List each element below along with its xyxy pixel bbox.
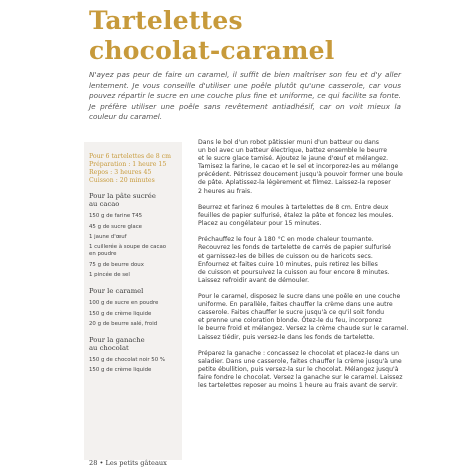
recipe-prep-time: Préparation : 1 heure 15	[89, 161, 167, 168]
step-line: feuilles de papier sulfurisé, étalez la pâte et foncez les moules.	[198, 211, 394, 219]
step-line: Tamisez la farine, le cacao et le sel et incorporez-les au mélange	[198, 163, 399, 171]
ingredient-item	[89, 234, 179, 241]
page-footer: 28 • Les petits gâteaux	[89, 459, 167, 467]
ingredient-item	[89, 213, 179, 220]
ingredient-item	[89, 321, 179, 328]
step-line: Pour le caramel, disposez le sucre dans une poêle en une couche	[198, 293, 401, 301]
step-line: Laissez refroidir avant de démouler.	[198, 276, 310, 284]
recipe-cook-time: Cuisson : 20 minutes	[89, 177, 155, 184]
step-line: et prenne une coloration blonde. Ôtez-le du feu, incorporez	[198, 317, 382, 325]
ingredient-item	[89, 272, 179, 279]
ingredient-text: 150 g de chocolat noir 50 %	[89, 357, 165, 364]
ingredient-text: 75 g de beurre doux	[89, 261, 144, 268]
ingredient-section-title	[89, 337, 179, 352]
ingredient-item	[89, 311, 179, 318]
ingredient-text: 150 g de farine T45	[89, 213, 143, 220]
recipe-step	[198, 349, 403, 390]
ingredients-sidebar	[84, 142, 182, 460]
intro-paragraph: N'ayez pas peur de faire un caramel, il suffit de bien maîtriser son feu et d'y aller lentement. Je vous conseille d'utiliser une poêle plutôt qu'une casserole, car vous pouvez répartir le sucre en une couche plus fine et uniforme, ce qui facilite sa fonte. Je préfère utiliser une poêle sans revêtement antiadhésif, car on voit mieux la couleur du caramel.	[89, 70, 401, 122]
recipe-title	[89, 6, 334, 66]
ingredient-section-title	[89, 193, 179, 208]
section-title-line: Pour le caramel	[89, 286, 144, 295]
section-title-line: au cacao	[89, 199, 120, 208]
step-line: Enfournez et faites cuire 10 minutes, puis retirez les billes	[198, 260, 378, 268]
ingredient-item	[89, 224, 179, 231]
ingredient-section	[89, 193, 179, 279]
step-line: précédent. Pétrissez doucement jusqu'à pouvoir former une boule	[198, 171, 403, 179]
step-line: de pâte. Aplatissez-la légèrement et filmez. Laissez-la reposer	[198, 179, 391, 187]
ingredient-text: 1 pincée de sel	[89, 271, 130, 278]
ingredient-list	[89, 213, 179, 279]
step-line: Placez au congélateur pour 15 minutes.	[198, 220, 322, 228]
ingredient-text: 1 jaune d'œuf	[89, 233, 127, 240]
step-line: 2 heures au frais.	[198, 187, 253, 195]
ingredient-text: 20 g de beurre salé, froid	[89, 321, 158, 328]
section-title-line: Pour la ganache	[89, 335, 145, 344]
ingredient-item	[89, 244, 179, 258]
ingredient-text: 150 g de crème liquide	[89, 367, 152, 374]
step-line: petite ébullition, puis versez-la sur le chocolat. Mélangez jusqu'à	[198, 366, 399, 373]
recipe-step	[198, 204, 394, 228]
ingredient-item	[89, 262, 179, 269]
ingredient-item	[89, 300, 179, 307]
ingredient-text: 1 cuillerée à soupe de cacao	[89, 244, 167, 251]
ingredient-list	[89, 357, 179, 374]
step-line: Recouvrez les fonds de tartelette de carrés de papier sulfurisé	[198, 244, 391, 252]
step-line: Dans le bol d'un robot pâtissier muni d'un batteur ou dans	[198, 139, 379, 146]
step-line: de cuisson et poursuivez la cuisson au four encore 8 minutes.	[198, 268, 390, 276]
ingredient-text: 150 g de crème liquide	[89, 310, 152, 317]
ingredient-section-title	[89, 288, 179, 296]
step-line: les tartelettes reposer au moins 1 heure au frais avant de servir.	[198, 382, 398, 390]
step-line: le beurre froid et mélangez. Versez la crème chaude sur le caramel.	[198, 325, 409, 333]
ingredient-list	[89, 300, 179, 328]
recipe-step	[198, 236, 394, 285]
recipe-meta	[89, 153, 179, 185]
step-line: casserole. Faites chauffer le sucre jusqu'à ce qu'il soit fondu	[198, 309, 385, 317]
ingredient-item	[89, 357, 179, 364]
ingredient-text: 100 g de sucre en poudre	[89, 300, 159, 307]
step-line: faire fondre le chocolat. Versez la ganache sur le caramel. Laissez	[198, 374, 403, 382]
section-title-line: Pour la pâte sucrée	[89, 192, 156, 200]
step-line: Laissez tiédir, puis versez-le dans les fonds de tartelette.	[198, 333, 375, 341]
recipe-yield: Pour 6 tartelettes de 8 cm	[89, 153, 171, 160]
recipe-step	[198, 293, 409, 342]
recipe-title-line-2: chocolat-caramel	[89, 36, 335, 65]
recipe-steps	[198, 139, 409, 398]
step-line: et le sucre glace tamisé. Ajoutez le jaune d'œuf et mélangez.	[198, 155, 389, 163]
recipe-step	[198, 139, 403, 196]
step-line: uniforme. En parallèle, faites chauffer la crème dans une autre	[198, 301, 393, 309]
ingredient-text: 45 g de sucre glace	[89, 223, 142, 230]
ingredient-section	[89, 337, 179, 374]
step-line: Préchauffez le four à 180 °C en mode chaleur tournante.	[198, 236, 374, 244]
ingredient-item	[89, 367, 179, 374]
step-line: Préparez la ganache : concassez le chocolat et placez-le dans un	[198, 349, 400, 357]
recipe-rest-time: Repos : 3 heures 45	[89, 169, 152, 176]
section-title-line: au chocolat	[89, 343, 129, 352]
ingredient-section	[89, 288, 179, 328]
recipe-title-line-1: Tartelettes	[89, 6, 243, 35]
ingredient-text: en poudre	[89, 251, 117, 258]
step-line: Beurrez et farinez 6 moules à tartelettes de 8 cm. Entre deux	[198, 203, 389, 211]
step-line: saladier. Dans une casserole, faites chauffer la crème jusqu'à une	[198, 357, 402, 365]
ingredients-sidebar-content	[89, 153, 179, 383]
step-line: un bol avec un batteur électrique, battez ensemble le beurre	[198, 147, 388, 155]
step-line: et garnissez-les de billes de cuisson ou de haricots secs.	[198, 252, 373, 260]
